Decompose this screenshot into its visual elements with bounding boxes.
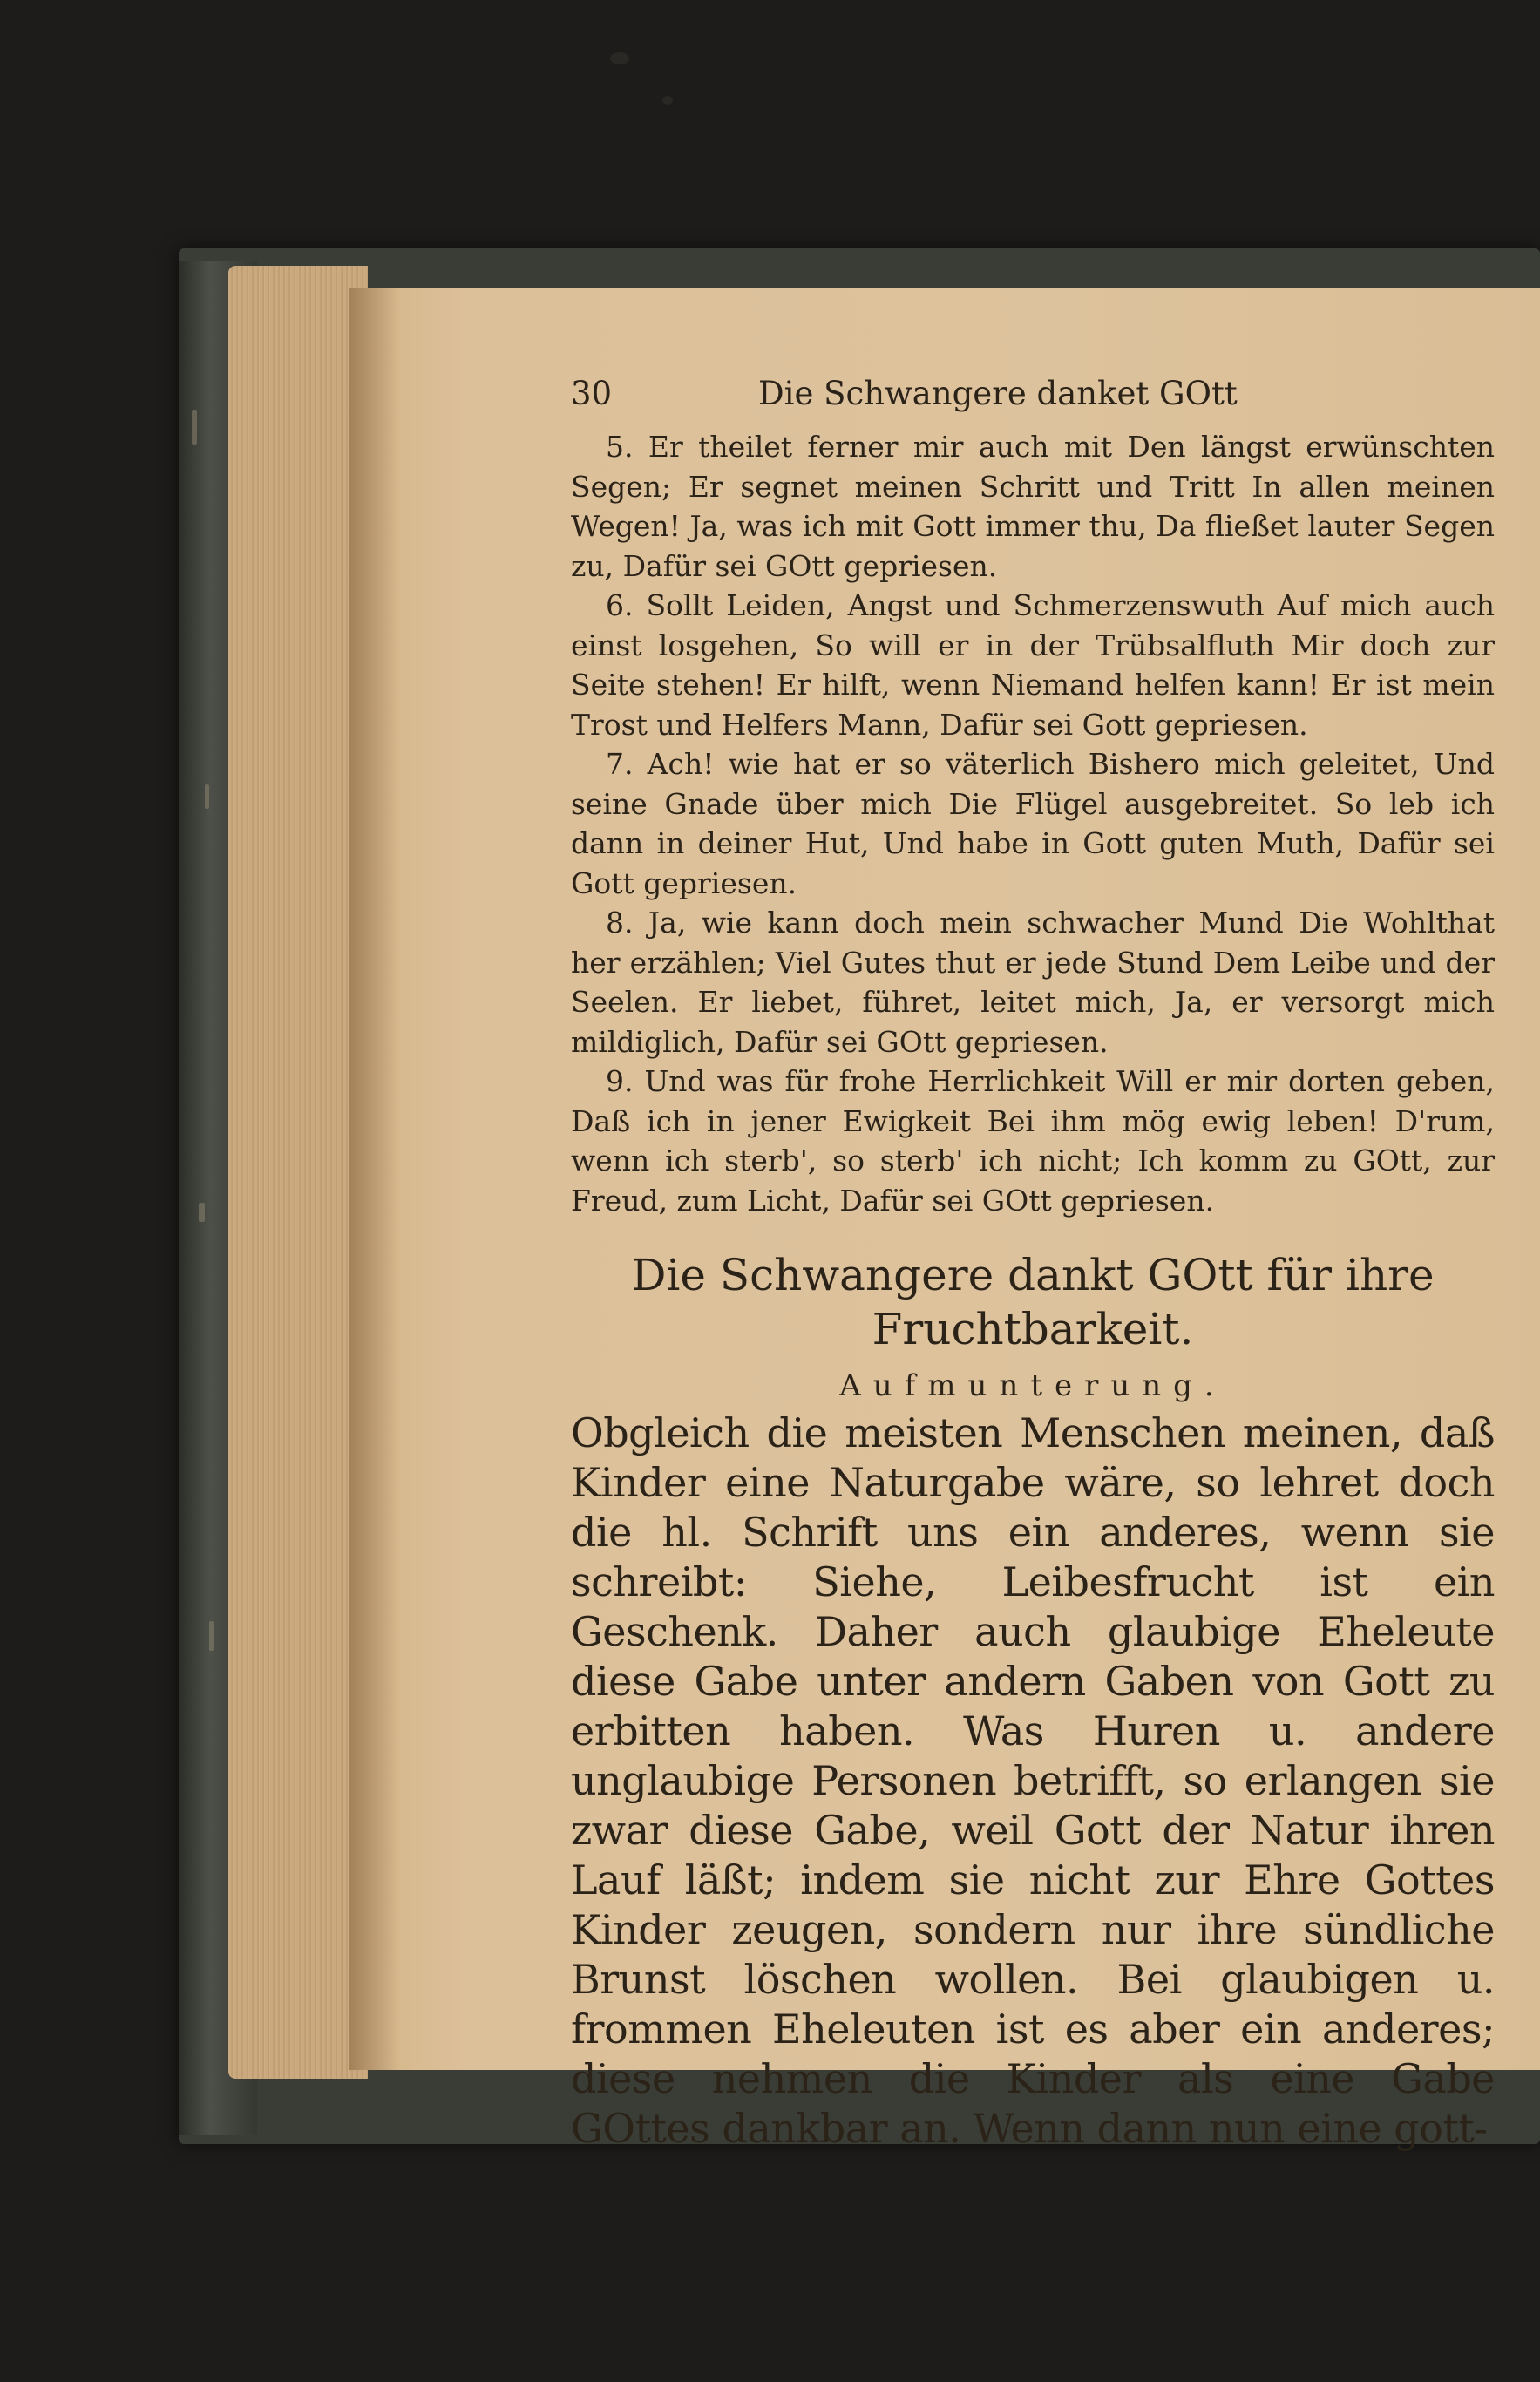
gutter-shadow bbox=[349, 288, 401, 2070]
spine-wear-mark bbox=[209, 1621, 214, 1651]
running-head bbox=[571, 375, 1495, 427]
verse: 9. Und was für frohe Herrlichkeit Will er mir dorten geben, Daß ich in jener Ewigkeit Bei ihm mög ewig leben! D'rum, wenn ich sterb', so sterb' ich nicht; Ich komm zu GOtt, zur Freud, zum Licht, Dafür sei GOtt gepriesen. bbox=[571, 1064, 1495, 1218]
page-edges bbox=[228, 266, 368, 2079]
page-content bbox=[571, 375, 1495, 2154]
verse: 5. Er theilet ferner mir auch mit Den längst erwünschten Segen; Er segnet meinen Schritt und Tritt In allen meinen Wegen! Ja, was ich mit Gott immer thu, Da fließet lauter Segen zu, Dafür sei GOtt gepriesen. bbox=[571, 430, 1495, 583]
spine-wear-mark bbox=[205, 784, 209, 809]
section-text: Obgleich die meisten Menschen meinen, daß Kinder eine Naturgabe wäre, so lehret doch die hl. Schrift uns ein anderes, wenn sie schreibt: Siehe, Leibesfrucht ist ein Geschenk. Daher auch glaubige Eheleute diese Gabe unter andern Gaben von Gott zu erbitten haben. Was Huren u. andere unglaubige Personen betrifft, so erlangen sie zwar diese Gabe, weil Gott der Natur ihren Lauf läßt; indem sie nicht zur Ehre Gottes Kinder zeugen, sondern nur ihre sündliche Brunst löschen wollen. Bei glaubigen u. frommen Eheleuten ist es aber ein anderes; diese nehmen die Kinder als eine Gabe GOttes dankbar an. Wenn dann nun eine gott- bbox=[571, 1409, 1495, 2152]
page-number: 30 bbox=[571, 375, 613, 412]
spine-wear-mark bbox=[199, 1203, 205, 1222]
hymn-verses bbox=[571, 427, 1495, 1220]
spine-wear-mark bbox=[192, 410, 197, 445]
section-title: Die Schwangere dankt GOtt für ihre Fruchtbarkeit. bbox=[631, 1250, 1435, 1354]
table-background-spot bbox=[662, 96, 673, 105]
verse: 6. Sollt Leiden, Angst und Schmerzenswuth Auf mich auch einst losgehen, So will er in der Trübsalfluth Mir doch zur Seite stehen! Er hilft, wenn Niemand helfen kann! Er ist mein Trost und Helfers Mann, Dafür sei Gott gepriesen. bbox=[571, 588, 1495, 742]
running-head-title: Die Schwangere danket GOtt bbox=[758, 375, 1238, 412]
table-background-spot bbox=[610, 52, 629, 64]
section-subtitle: Aufmunterung. bbox=[839, 1368, 1226, 1403]
verse: 8. Ja, wie kann doch mein schwacher Mund Die Wohlthat her erzählen; Viel Gutes thut er jede Stund Dem Leibe und der Seelen. Er liebet, führet, leitet mich, Ja, er versorgt mich mildiglich, Dafür sei GOtt gepriesen. bbox=[571, 906, 1495, 1059]
verse: 7. Ach! wie hat er so väterlich Bishero mich geleitet, Und seine Gnade über mich Die Flügel ausgebreitet. So leb ich dann in deiner Hut, Und habe in Gott guten Muth, Dafür sei Gott gepriesen. bbox=[571, 747, 1495, 900]
